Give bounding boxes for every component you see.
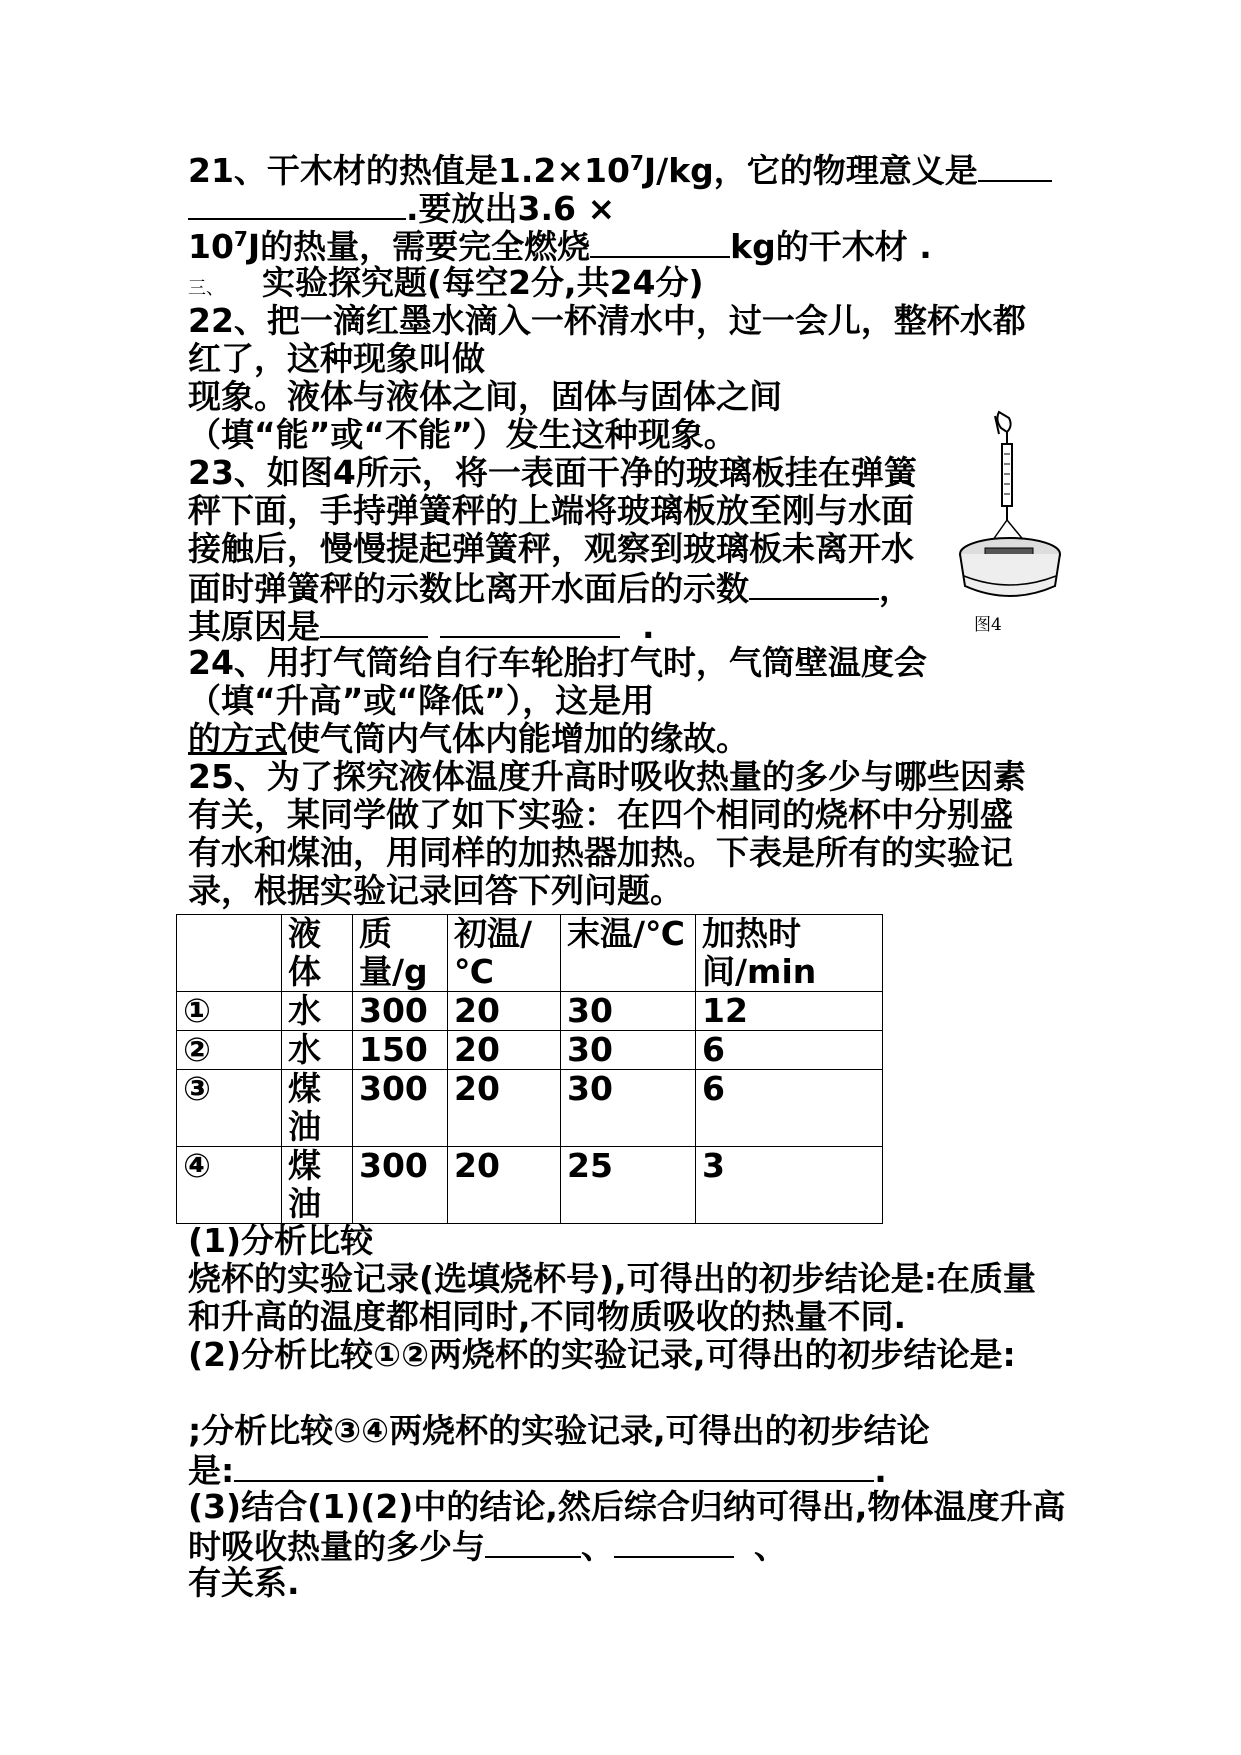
q25-part2-line2: ;分析比较③④两烧杯的实验记录,可得出的初步结论 <box>188 1411 930 1450</box>
table-cell: 20 <box>448 1147 561 1224</box>
table-cell: 20 <box>448 1070 561 1147</box>
table-row <box>177 992 883 1031</box>
table-cell: 水 <box>282 1031 353 1070</box>
q25-blank-factor-2[interactable] <box>614 1526 734 1558</box>
table-row <box>177 1147 883 1224</box>
q25-blank-factor-1[interactable] <box>485 1526 581 1558</box>
table-header-cell: 液体 <box>282 915 353 992</box>
q25-line2: 有关，某同学做了如下实验：在四个相同的烧杯中分别盛 <box>188 795 1013 834</box>
table-cell: ③ <box>177 1070 282 1147</box>
q24-line3: 的方式使气筒内气体内能增加的缘故。 <box>188 719 749 758</box>
table-cell: 煤油 <box>282 1070 353 1147</box>
table-cell: ② <box>177 1031 282 1070</box>
q23-blank-reason-b[interactable] <box>440 606 620 638</box>
q23-line1: 23、如图4所示，将一表面干净的玻璃板挂在弹簧 <box>188 453 917 492</box>
table-header-cell: 初温/℃ <box>448 915 561 992</box>
table-header-cell <box>177 915 282 992</box>
table-header-row <box>177 915 883 992</box>
q25-part2-line3: 是: . <box>188 1451 887 1490</box>
table-cell: 3 <box>696 1147 883 1224</box>
table-cell: 150 <box>353 1031 448 1070</box>
q21-blank-meaning-part1[interactable] <box>978 150 1052 182</box>
q24-line1: 24、用打气筒给自行车轮胎打气时，气筒壁温度会 <box>188 643 927 682</box>
table-cell: 6 <box>696 1070 883 1147</box>
q25-line4: 录，根据实验记录回答下列问题。 <box>188 871 683 910</box>
table-cell: 20 <box>448 1031 561 1070</box>
table-cell: 煤油 <box>282 1147 353 1224</box>
q25-blank-conclusion-34[interactable] <box>234 1450 874 1482</box>
table-header-cell: 加热时间/min <box>696 915 883 992</box>
q25-part3-line3: 有关系. <box>188 1563 300 1602</box>
table-cell: 300 <box>353 1147 448 1224</box>
q24-line2: （填“升高”或“降低”），这是用 <box>188 681 655 720</box>
q22-line2: 红了，这种现象叫做 <box>188 339 485 378</box>
q22-line4: （填“能”或“不能”）发生这种现象。 <box>188 415 737 454</box>
table-row <box>177 1031 883 1070</box>
q23-line4: 面时弹簧秤的示数比离开水面后的示数 ， <box>188 569 912 608</box>
q25-part2-line1: (2)分析比较①②两烧杯的实验记录,可得出的初步结论是: <box>188 1335 1016 1374</box>
table-header-cell: 质量/g <box>353 915 448 992</box>
table-cell: ④ <box>177 1147 282 1224</box>
table-cell: 300 <box>353 992 448 1031</box>
q23-line3: 接触后，慢慢提起弹簧秤，观察到玻璃板未离开水 <box>188 529 914 568</box>
q22-line1: 22、把一滴红墨水滴入一杯清水中，过一会儿，整杯水都 <box>188 301 1026 340</box>
figure-caption: 图4 <box>974 615 1002 635</box>
table-cell: 30 <box>561 1031 696 1070</box>
table-header-cell: 末温/℃ <box>561 915 696 992</box>
table-cell: ① <box>177 992 282 1031</box>
table-cell: 25 <box>561 1147 696 1224</box>
q22-line3: 现象。液体与液体之间，固体与固体之间 <box>188 377 782 416</box>
q21-line3: $10^7J$的热量，需要完全燃烧 kg的干木材 . <box>188 227 932 266</box>
table-cell: 30 <box>561 1070 696 1147</box>
q21-line1: 21、干木材的热值是$1.2\times 10^7J/kg$，它的物理意义是 <box>188 150 1052 190</box>
q25-line1: 25、为了探究液体温度升高时吸收热量的多少与哪些因素 <box>188 757 1026 796</box>
q25-part1-line1: (1)分析比较 <box>188 1221 374 1260</box>
experiment-table <box>176 914 883 1224</box>
q25-part1-line3: 和升高的温度都相同时,不同物质吸收的热量不同. <box>188 1297 907 1336</box>
q21-blank-meaning-part2[interactable] <box>188 188 406 220</box>
q23-blank-reason-a[interactable] <box>320 606 428 638</box>
table-cell: 30 <box>561 992 696 1031</box>
q23-blank-reading[interactable] <box>749 568 879 600</box>
q23-line2: 秤下面，手持弹簧秤的上端将玻璃板放至刚与水面 <box>188 491 914 530</box>
table-row <box>177 1070 883 1147</box>
q23-line5: 其原因是 . <box>188 607 655 646</box>
q25-part3-line1: (3)结合(1)(2)中的结论,然后综合归纳可得出,物体温度升高 <box>188 1487 1066 1526</box>
q21-blank-mass[interactable] <box>590 226 730 258</box>
q21-line2: .要放出3.6 × <box>188 188 615 228</box>
table-cell: 6 <box>696 1031 883 1070</box>
table-cell: 12 <box>696 992 883 1031</box>
q25-part1-line2: 烧杯的实验记录(选填烧杯号),可得出的初步结论是:在质量 <box>188 1259 1036 1298</box>
table-cell: 水 <box>282 992 353 1031</box>
q25-part3-line2: 时吸收热量的多少与 、 、 <box>188 1527 787 1566</box>
section3-heading: 三、 实验探究题(每空2分,共24分) <box>188 263 704 302</box>
table-cell: 300 <box>353 1070 448 1147</box>
spring-scale-beaker-illustration <box>955 406 1065 606</box>
table-cell: 20 <box>448 992 561 1031</box>
q25-line3: 有水和煤油，用同样的加热器加热。下表是所有的实验记 <box>188 833 1013 872</box>
